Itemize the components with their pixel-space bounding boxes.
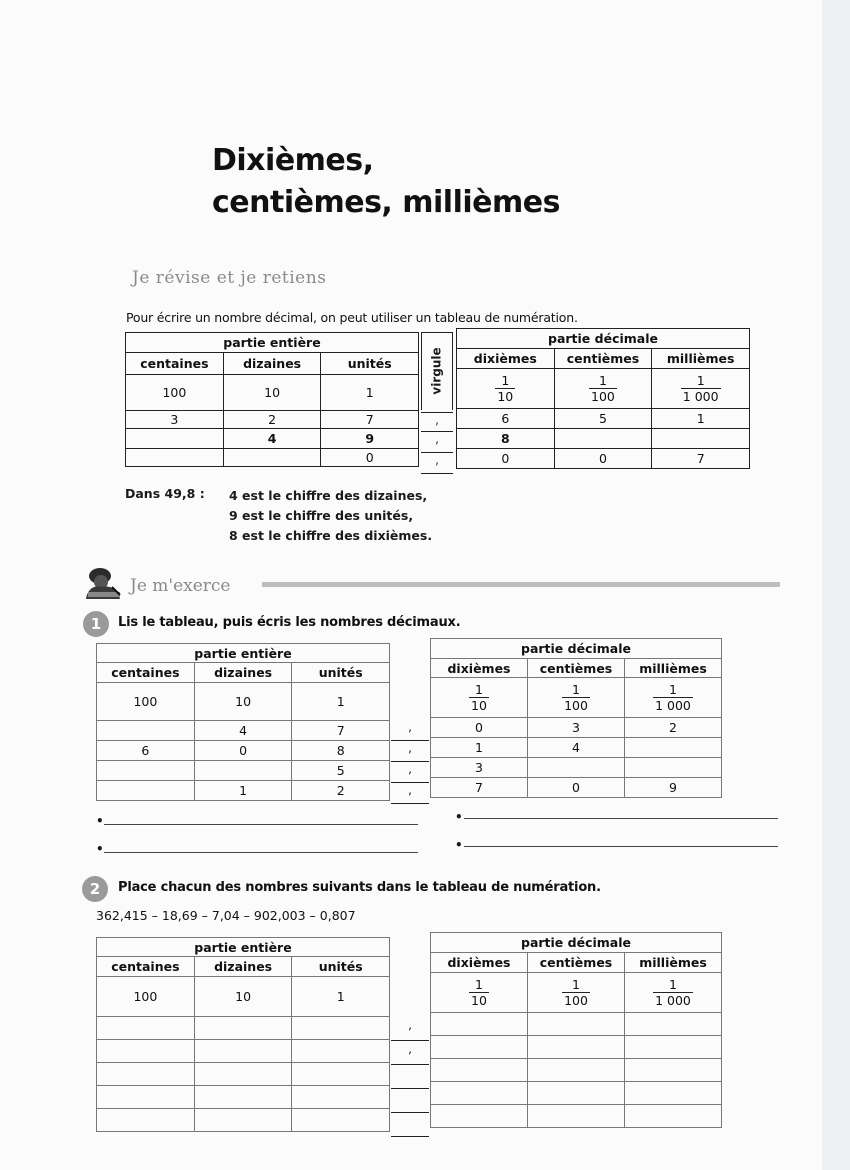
answer-line[interactable] [464, 846, 778, 847]
value-unites: 1 [292, 977, 390, 1017]
empty-cell[interactable] [528, 1082, 625, 1105]
value-milliemes [652, 369, 750, 409]
fraction-denominator: 10 [471, 993, 487, 1008]
empty-cell[interactable] [194, 1017, 292, 1040]
table-cell [223, 449, 321, 467]
value-dixiemes [431, 973, 528, 1013]
table-cell: 8 [292, 741, 390, 761]
example-line: 4 est le chiffre des dizaines, [229, 488, 428, 503]
exercise-2-table-decimal-part [430, 932, 722, 1128]
table-cell: 0 [528, 778, 625, 798]
empty-cell[interactable] [292, 1086, 390, 1109]
header-partie-entiere: partie entière [97, 644, 390, 663]
header-unites: unités [292, 663, 390, 683]
empty-cell[interactable] [625, 1105, 722, 1128]
empty-cell[interactable] [292, 1017, 390, 1040]
value-dizaines: 10 [194, 977, 292, 1017]
table-cell: 1 [431, 738, 528, 758]
exercise-2-table-integer-part [96, 937, 390, 1132]
fraction-denominator: 1 000 [655, 698, 691, 713]
empty-cell[interactable] [194, 1086, 292, 1109]
exercise-1-table-integer-part [96, 643, 390, 801]
value-unites: 1 [292, 683, 390, 721]
example-line: 8 est le chiffre des dixièmes. [229, 528, 433, 543]
table-cell [554, 429, 652, 449]
empty-cell[interactable] [625, 1059, 722, 1082]
empty-cell[interactable] [194, 1063, 292, 1086]
empty-cell[interactable] [292, 1040, 390, 1063]
table-cell: 7 [652, 449, 750, 469]
value-centaines: 100 [97, 977, 195, 1017]
header-centaines: centaines [97, 663, 195, 683]
empty-cell[interactable] [97, 1040, 195, 1063]
fraction-numerator: 1 [669, 977, 677, 992]
table-cell: 2 [625, 718, 722, 738]
fraction-numerator: 1 [572, 977, 580, 992]
fraction-numerator: 1 [669, 682, 677, 697]
value-milliemes [625, 678, 722, 718]
header-partie-decimale: partie décimale [431, 639, 722, 659]
fraction-numerator: 1 [696, 373, 705, 388]
comma-mark: , [391, 762, 429, 783]
table-cell [652, 429, 750, 449]
comma-mark: , [391, 1018, 429, 1041]
table-cell: 0 [554, 449, 652, 469]
student-writing-icon [82, 565, 124, 599]
value-centiemes [528, 973, 625, 1013]
fraction-numerator: 1 [501, 373, 510, 388]
comma-mark: , [391, 783, 429, 804]
value-centiemes [528, 678, 625, 718]
virgule-label [423, 340, 451, 402]
table-cell [97, 781, 195, 801]
header-partie-entiere: partie entière [126, 333, 419, 353]
empty-cell[interactable] [97, 1063, 195, 1086]
header-centaines: centaines [97, 957, 195, 977]
fraction-denominator: 100 [564, 993, 588, 1008]
table-cell [126, 449, 224, 467]
empty-cell[interactable] [625, 1036, 722, 1059]
header-unites: unités [292, 957, 390, 977]
fraction-numerator: 1 [475, 682, 483, 697]
empty-cell[interactable] [528, 1105, 625, 1128]
empty-cell[interactable] [431, 1013, 528, 1036]
table-cell [625, 758, 722, 778]
example-label: Dans 49,8 : [125, 486, 205, 501]
table-cell [97, 761, 195, 781]
fraction-denominator: 10 [471, 698, 487, 713]
example-explanation [229, 486, 432, 546]
value-milliemes [625, 973, 722, 1013]
reference-table-decimal-part [456, 328, 750, 469]
exercise-2-numbers: 362,415 – 18,69 – 7,04 – 902,003 – 0,807 [96, 908, 356, 923]
fraction [653, 682, 693, 713]
table-cell [528, 758, 625, 778]
table-cell [625, 738, 722, 758]
section-heading-exerce: Je m'exerce [130, 576, 231, 596]
empty-cell[interactable] [431, 1036, 528, 1059]
comma-slot [391, 1090, 429, 1113]
table-cell: 7 [431, 778, 528, 798]
empty-cell[interactable] [97, 1017, 195, 1040]
header-milliemes: millièmes [625, 659, 722, 678]
table-cell [126, 429, 224, 449]
exercise-1-badge: 1 [83, 611, 109, 637]
comma-mark: , [391, 741, 429, 762]
exercise-1-table-decimal-part [430, 638, 722, 798]
fraction-denominator: 10 [497, 389, 514, 404]
exercise-2-instruction: Place chacun des nombres suivants dans le tableau de numération. [118, 880, 601, 895]
answer-bullet: • [96, 842, 104, 856]
fraction-denominator: 100 [564, 698, 588, 713]
table-cell: 4 [223, 429, 321, 449]
header-dixiemes: dixièmes [431, 659, 528, 678]
answer-line[interactable] [104, 824, 418, 825]
fraction-denominator: 1 000 [655, 993, 691, 1008]
empty-cell[interactable] [194, 1109, 292, 1132]
table-cell: 7 [321, 411, 419, 429]
title-line-2: centièmes, millièmes [212, 185, 560, 220]
header-milliemes: millièmes [625, 953, 722, 973]
answer-bullet: • [455, 838, 463, 852]
comma-mark: , [391, 1042, 429, 1065]
table-cell: 4 [528, 738, 625, 758]
header-milliemes: millièmes [652, 349, 750, 369]
comma-slot [391, 1066, 429, 1089]
header-centiemes: centièmes [554, 349, 652, 369]
header-dixiemes: dixièmes [431, 953, 528, 973]
table-cell: 1 [652, 409, 750, 429]
example-line: 9 est le chiffre des unités, [229, 508, 414, 523]
value-dixiemes [431, 678, 528, 718]
empty-cell[interactable] [625, 1013, 722, 1036]
empty-cell[interactable] [431, 1059, 528, 1082]
section-divider [262, 582, 780, 587]
answer-line[interactable] [104, 852, 418, 853]
table-cell: 5 [292, 761, 390, 781]
empty-cell[interactable] [431, 1082, 528, 1105]
table-cell: 4 [194, 721, 292, 741]
empty-cell[interactable] [292, 1109, 390, 1132]
empty-cell[interactable] [528, 1036, 625, 1059]
header-centiemes: centièmes [528, 953, 625, 973]
table-cell: 0 [457, 449, 555, 469]
fraction-denominator: 1 000 [682, 389, 719, 404]
answer-bullet: • [455, 810, 463, 824]
fraction [681, 373, 721, 404]
value-centaines: 100 [97, 683, 195, 721]
empty-cell[interactable] [97, 1086, 195, 1109]
table-cell: 3 [126, 411, 224, 429]
header-partie-decimale: partie décimale [431, 933, 722, 953]
table-cell: 6 [97, 741, 195, 761]
intro-text: Pour écrire un nombre décimal, on peut utiliser un tableau de numération. [126, 310, 578, 325]
table-cell: 1 [194, 781, 292, 801]
empty-cell[interactable] [625, 1082, 722, 1105]
fraction [653, 977, 693, 1008]
header-centaines: centaines [126, 353, 224, 375]
header-dizaines: dizaines [194, 663, 292, 683]
page-edge-shadow [822, 0, 850, 1170]
exercise-1-instruction: Lis le tableau, puis écris les nombres décimaux. [118, 615, 461, 630]
fraction [562, 682, 590, 713]
fraction-denominator: 100 [591, 389, 615, 404]
value-centaines: 100 [126, 375, 224, 411]
comma-slot [391, 1114, 429, 1137]
fraction [589, 373, 617, 404]
table-cell: 3 [528, 718, 625, 738]
value-unites: 1 [321, 375, 419, 411]
header-dizaines: dizaines [194, 957, 292, 977]
comma-mark: , [421, 412, 453, 431]
table-cell: 0 [194, 741, 292, 761]
title-line-1: Dixièmes, [212, 143, 374, 178]
table-cell: 8 [457, 429, 555, 449]
section-heading-revise: Je révise et je retiens [132, 268, 327, 288]
reference-table-integer-part [125, 332, 419, 467]
table-cell: 6 [457, 409, 555, 429]
fraction-numerator: 1 [572, 682, 580, 697]
page-title [212, 140, 560, 224]
value-dizaines: 10 [223, 375, 321, 411]
header-partie-decimale: partie décimale [457, 329, 750, 349]
comma-mark: , [421, 431, 453, 452]
table-cell: 2 [292, 781, 390, 801]
header-centiemes: centièmes [528, 659, 625, 678]
comma-mark: , [421, 452, 453, 474]
header-partie-entiere: partie entière [97, 938, 390, 957]
table-cell: 0 [321, 449, 419, 467]
virgule-text: virgule [430, 347, 444, 395]
table-cell: 0 [431, 718, 528, 738]
empty-cell[interactable] [528, 1059, 625, 1082]
header-unites: unités [321, 353, 419, 375]
table-cell: 7 [292, 721, 390, 741]
answer-line[interactable] [464, 818, 778, 819]
table-cell: 5 [554, 409, 652, 429]
table-cell: 2 [223, 411, 321, 429]
table-cell: 9 [321, 429, 419, 449]
fraction [469, 682, 489, 713]
empty-cell[interactable] [194, 1040, 292, 1063]
empty-cell[interactable] [431, 1105, 528, 1128]
table-cell: 9 [625, 778, 722, 798]
table-cell [194, 761, 292, 781]
value-dizaines: 10 [194, 683, 292, 721]
empty-cell[interactable] [292, 1063, 390, 1086]
exercise-2-badge: 2 [82, 876, 108, 902]
fraction [562, 977, 590, 1008]
table-cell: 3 [431, 758, 528, 778]
empty-cell[interactable] [528, 1013, 625, 1036]
value-centiemes [554, 369, 652, 409]
fraction-numerator: 1 [475, 977, 483, 992]
header-dizaines: dizaines [223, 353, 321, 375]
header-dixiemes: dixièmes [457, 349, 555, 369]
empty-cell[interactable] [97, 1109, 195, 1132]
fraction-numerator: 1 [598, 373, 607, 388]
value-dixiemes [457, 369, 555, 409]
fraction [469, 977, 489, 1008]
comma-mark: , [391, 720, 429, 741]
answer-bullet: • [96, 814, 104, 828]
table-cell [97, 721, 195, 741]
fraction [495, 373, 515, 404]
